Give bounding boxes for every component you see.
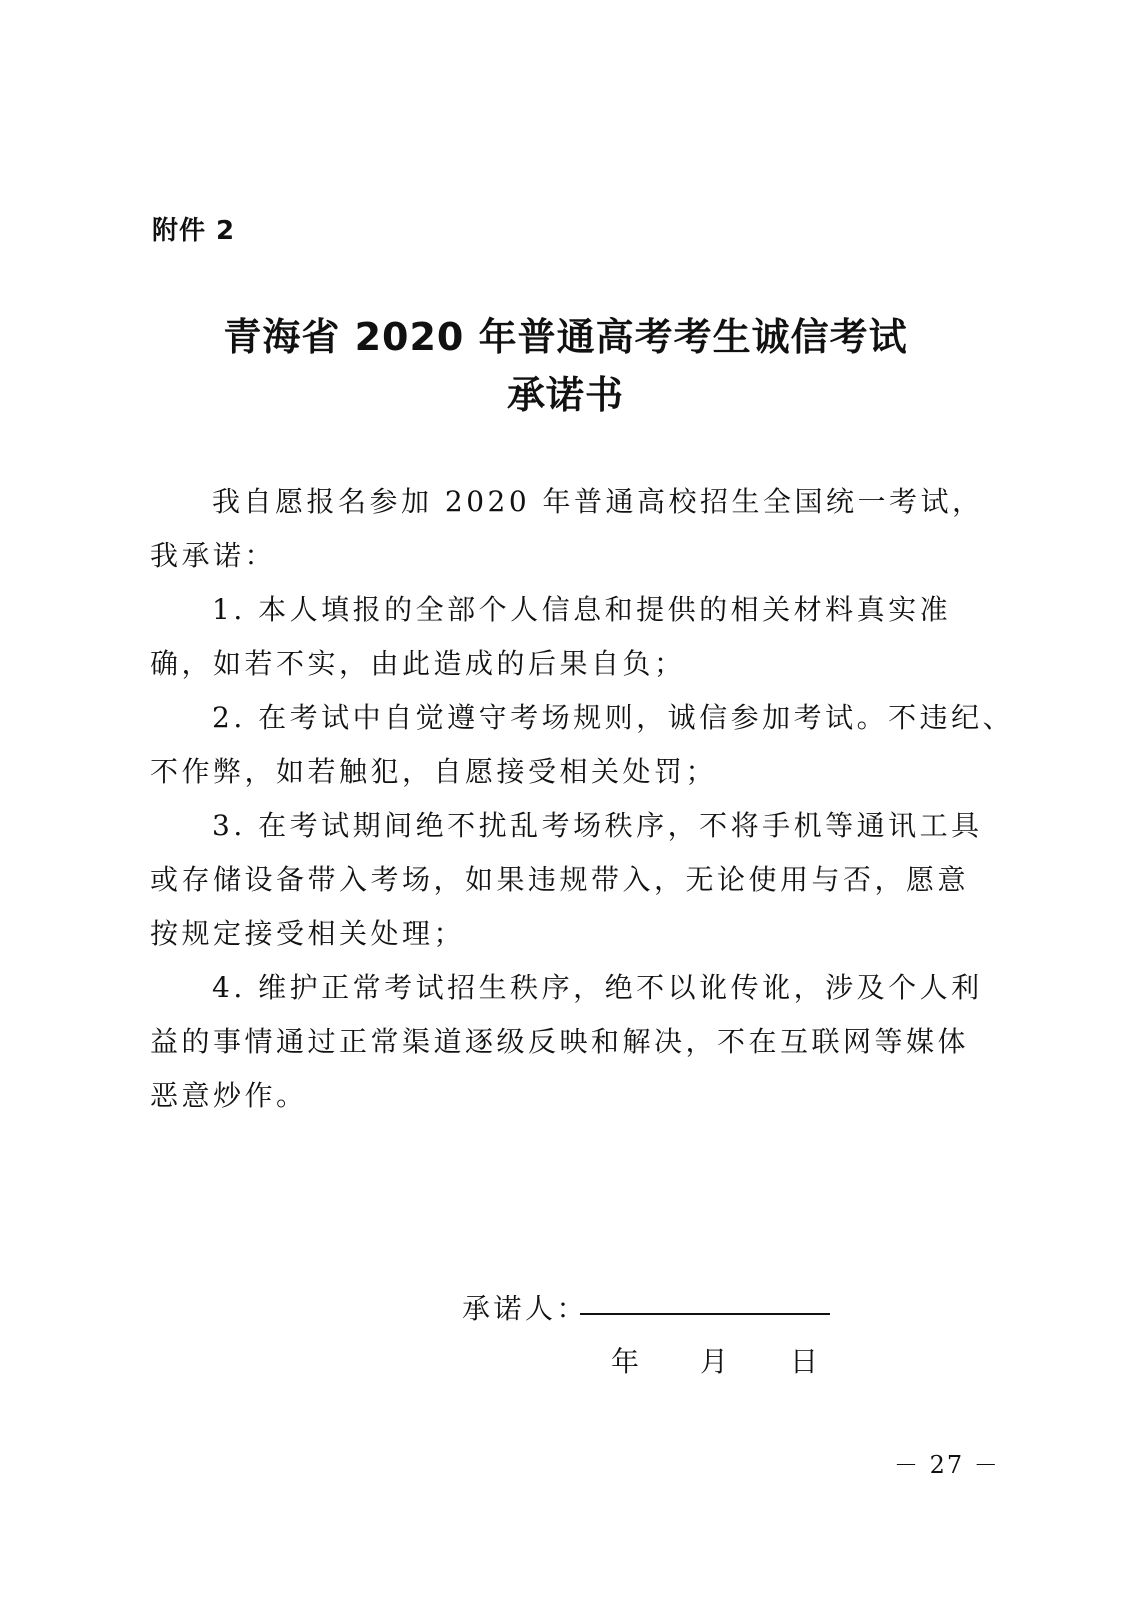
pledge-2-line-2: 不作弊，如若触犯，自愿接受相关处罚；	[150, 755, 718, 788]
pledge-3-line-2: 或存储设备带入考场，如果违规带入，无论使用与否，愿意	[150, 863, 970, 896]
date-month-label: 月	[700, 1345, 729, 1378]
pledge-2-line-1: 2. 在考试中自觉遵守考场规则，诚信参加考试。不违纪、	[212, 701, 1015, 734]
page-number: － 27 －	[894, 1451, 1000, 1479]
pledge-4-line-1: 4. 维护正常考试招生秩序，绝不以讹传讹，涉及个人利	[212, 971, 983, 1004]
paragraph-intro-line-1: 我自愿报名参加 2020 年普通高校招生全国统一考试，	[212, 485, 984, 518]
attachment-label: 附件 2	[152, 216, 236, 246]
pledge-1-line-2: 确，如若不实，由此造成的后果自负；	[150, 647, 686, 680]
pledge-4-line-3: 恶意炒作。	[150, 1079, 308, 1112]
signature-line	[580, 1313, 830, 1315]
paragraph-intro-line-2: 我承诺：	[150, 539, 277, 572]
pledge-1-line-1: 1. 本人填报的全部个人信息和提供的相关材料真实准	[212, 593, 952, 626]
pledge-4-line-2: 益的事情通过正常渠道逐级反映和解决，不在互联网等媒体	[150, 1025, 970, 1058]
pledge-3-line-1: 3. 在考试期间绝不扰乱考场秩序，不将手机等通讯工具	[212, 809, 983, 842]
date-day-label: 日	[790, 1345, 819, 1378]
pledge-3-line-3: 按规定接受相关处理；	[150, 917, 466, 950]
date-year-label: 年	[611, 1345, 640, 1378]
document-title-line-2: 承诺书	[506, 373, 624, 417]
document-title-line-1: 青海省 2020 年普通高考考生诚信考试	[223, 315, 908, 359]
signer-label: 承诺人：	[462, 1292, 589, 1325]
